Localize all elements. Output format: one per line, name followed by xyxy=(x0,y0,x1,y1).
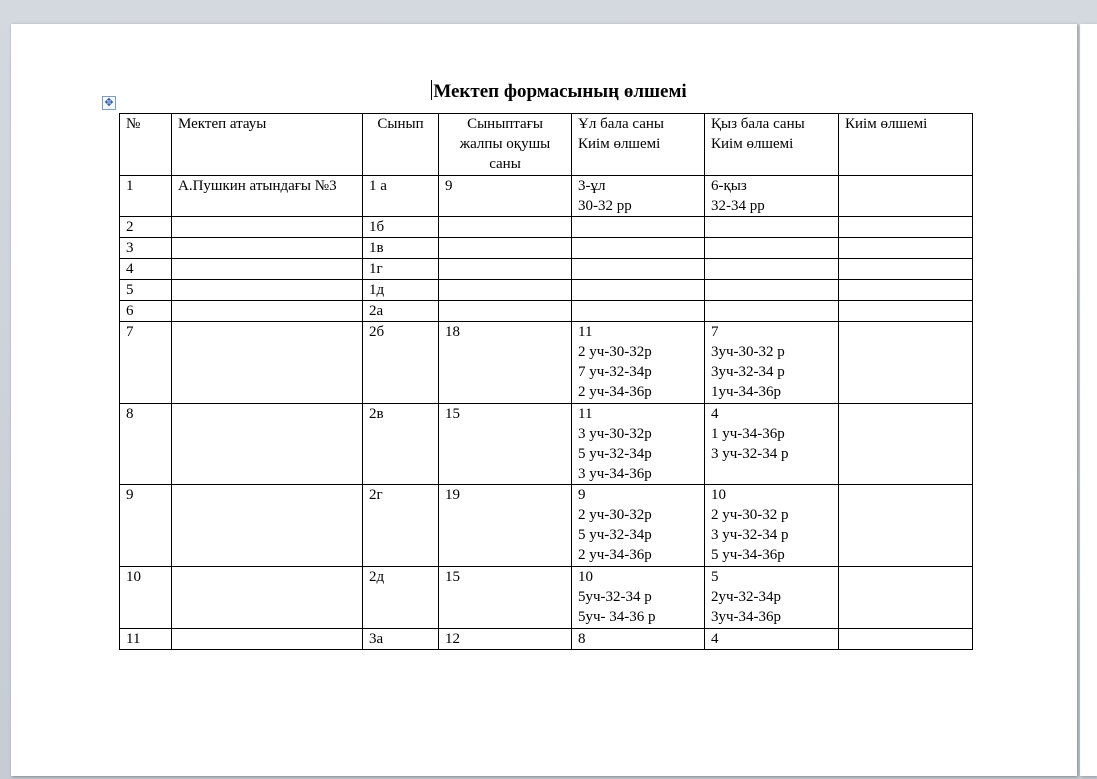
cell-girls[interactable] xyxy=(705,322,839,404)
cell-boys-line: 11 xyxy=(578,324,593,340)
cell-boys[interactable] xyxy=(572,280,705,301)
cell-girls-line: 10 xyxy=(711,487,726,503)
cell-girls[interactable] xyxy=(705,629,839,650)
cell-number[interactable]: 4 xyxy=(120,259,172,280)
header-number: № xyxy=(120,114,172,176)
cell-girls-line: 4 xyxy=(711,631,719,647)
cell-total-students[interactable]: 12 xyxy=(439,629,572,650)
cell-class[interactable]: 2в xyxy=(363,404,439,485)
cell-school-name[interactable] xyxy=(172,280,363,301)
table-row xyxy=(120,259,973,280)
cell-girls[interactable] xyxy=(705,259,839,280)
cell-clothing-size[interactable] xyxy=(839,322,973,404)
cell-total-students[interactable] xyxy=(439,217,572,238)
cell-girls[interactable] xyxy=(705,485,839,567)
cell-boys[interactable] xyxy=(572,485,705,567)
cell-boys-line: 30-32 рр xyxy=(578,198,632,214)
table-row xyxy=(120,301,973,322)
cell-boys[interactable] xyxy=(572,238,705,259)
cell-boys-line: 8 xyxy=(578,631,586,647)
cell-girls-line: 3уч-32-34 р xyxy=(711,364,785,380)
header-boys: Ұл бала саны Киім өлшемі xyxy=(572,114,705,176)
uniform-size-table[interactable] xyxy=(119,113,973,650)
cell-class[interactable]: 1 а xyxy=(363,176,439,217)
cell-class[interactable]: 2д xyxy=(363,567,439,629)
table-move-handle-icon[interactable]: ✥ xyxy=(102,96,116,110)
cell-number[interactable]: 8 xyxy=(120,404,172,485)
cell-boys[interactable] xyxy=(572,322,705,404)
cell-number[interactable]: 11 xyxy=(120,629,172,650)
next-page-edge xyxy=(1080,24,1097,776)
cell-total-students[interactable]: 9 xyxy=(439,176,572,217)
cell-class[interactable]: 1б xyxy=(363,217,439,238)
cell-clothing-size[interactable] xyxy=(839,217,973,238)
cell-boys[interactable] xyxy=(572,404,705,485)
cell-girls-line: 5 уч-34-36р xyxy=(711,547,785,563)
cell-school-name[interactable] xyxy=(172,301,363,322)
cell-boys[interactable] xyxy=(572,301,705,322)
table-row xyxy=(120,280,973,301)
cell-total-students[interactable]: 18 xyxy=(439,322,572,404)
cell-school-name[interactable] xyxy=(172,629,363,650)
cell-total-students[interactable] xyxy=(439,238,572,259)
cell-class[interactable]: 1в xyxy=(363,238,439,259)
cell-girls[interactable] xyxy=(705,280,839,301)
cell-girls-line: 7 xyxy=(711,324,719,340)
cell-class[interactable]: 3а xyxy=(363,629,439,650)
cell-number[interactable]: 6 xyxy=(120,301,172,322)
cell-class[interactable]: 2а xyxy=(363,301,439,322)
cell-boys-line: 2 уч-34-36р xyxy=(578,547,652,563)
table-header-row xyxy=(120,114,973,176)
table-row xyxy=(120,629,973,650)
cell-class[interactable]: 2г xyxy=(363,485,439,567)
cell-class[interactable]: 1д xyxy=(363,280,439,301)
cell-number[interactable]: 5 xyxy=(120,280,172,301)
cell-boys-line: 5 уч-32-34р xyxy=(578,527,652,543)
cell-boys-line: 2 уч-34-36р xyxy=(578,384,652,400)
title-text: Мектеп формасының өлшемі xyxy=(433,81,687,102)
cell-total-students[interactable] xyxy=(439,301,572,322)
cell-girls[interactable] xyxy=(705,176,839,217)
cell-boys-line: 5уч- 34-36 р xyxy=(578,609,656,625)
header-clothing-size: Киім өлшемі xyxy=(839,114,973,176)
cell-boys[interactable] xyxy=(572,567,705,629)
cell-boys-line: 3-ұл xyxy=(578,178,606,194)
cell-girls[interactable] xyxy=(705,404,839,485)
cell-boys-line: 5уч-32-34 р xyxy=(578,589,652,605)
header-class: Сынып xyxy=(363,114,439,176)
cell-school-name[interactable] xyxy=(172,567,363,629)
cell-girls-line: 4 xyxy=(711,406,719,422)
cell-total-students[interactable] xyxy=(439,280,572,301)
cell-clothing-size[interactable] xyxy=(839,629,973,650)
cell-girls-line: 3 уч-32-34 р xyxy=(711,527,789,543)
cell-clothing-size[interactable] xyxy=(839,259,973,280)
cell-girls-line: 3уч-30-32 р xyxy=(711,344,785,360)
cell-clothing-size[interactable] xyxy=(839,404,973,485)
cell-number[interactable]: 2 xyxy=(120,217,172,238)
header-school-name: Мектеп атауы xyxy=(172,114,363,176)
cell-girls[interactable] xyxy=(705,238,839,259)
cell-girls-line: 2уч-32-34р xyxy=(711,589,782,605)
cell-clothing-size[interactable] xyxy=(839,280,973,301)
cell-girls[interactable] xyxy=(705,567,839,629)
cell-total-students[interactable] xyxy=(439,259,572,280)
cell-girls-line: 32-34 рр xyxy=(711,198,765,214)
cell-boys[interactable] xyxy=(572,259,705,280)
cell-total-students[interactable]: 15 xyxy=(439,404,572,485)
table-row xyxy=(120,322,973,404)
cell-girls-line: 6-қыз xyxy=(711,178,747,194)
table-row xyxy=(120,404,973,485)
cell-number[interactable]: 1 xyxy=(120,176,172,217)
cell-clothing-size[interactable] xyxy=(839,301,973,322)
document-page[interactable] xyxy=(11,24,1077,776)
table-row xyxy=(120,485,973,567)
cell-boys-line: 7 уч-32-34р xyxy=(578,364,652,380)
cell-number[interactable]: 10 xyxy=(120,567,172,629)
cell-boys-line: 10 xyxy=(578,569,593,585)
cell-total-students[interactable]: 19 xyxy=(439,485,572,567)
cell-girls-line: 1уч-34-36р xyxy=(711,384,782,400)
header-total-students: Сыныптағы жалпы оқушы саны xyxy=(439,114,572,176)
cell-girls[interactable] xyxy=(705,217,839,238)
cell-number[interactable]: 9 xyxy=(120,485,172,567)
cell-school-name[interactable]: А.Пушкин атындағы №3 xyxy=(172,176,363,217)
cell-girls-line: 2 уч-30-32 р xyxy=(711,507,789,523)
cell-boys-line: 3 уч-30-32р xyxy=(578,426,652,442)
cell-boys-line: 2 уч-30-32р xyxy=(578,507,652,523)
cell-clothing-size[interactable] xyxy=(839,176,973,217)
cell-boys-line: 3 уч-34-36р xyxy=(578,466,652,482)
cell-boys-line: 5 уч-32-34р xyxy=(578,446,652,462)
cell-total-students[interactable]: 15 xyxy=(439,567,572,629)
cell-clothing-size[interactable] xyxy=(839,485,973,567)
cell-boys[interactable] xyxy=(572,176,705,217)
table-row xyxy=(120,567,973,629)
cell-boys-line: 9 xyxy=(578,487,586,503)
cell-boys[interactable] xyxy=(572,217,705,238)
cell-girls-line: 1 уч-34-36р xyxy=(711,426,785,442)
table-row xyxy=(120,217,973,238)
cell-boys[interactable] xyxy=(572,629,705,650)
cell-number[interactable]: 3 xyxy=(120,238,172,259)
cell-girls-line: 5 xyxy=(711,569,719,585)
cell-clothing-size[interactable] xyxy=(839,567,973,629)
cell-boys-line: 2 уч-30-32р xyxy=(578,344,652,360)
cell-girls-line: 3уч-34-36р xyxy=(711,609,782,625)
cell-boys-line: 11 xyxy=(578,406,593,422)
cell-girls-line: 3 уч-32-34 р xyxy=(711,446,789,462)
cell-school-name[interactable] xyxy=(172,485,363,567)
cell-number[interactable]: 7 xyxy=(120,322,172,404)
table-row xyxy=(120,238,973,259)
cell-clothing-size[interactable] xyxy=(839,238,973,259)
cell-class[interactable]: 2б xyxy=(363,322,439,404)
cell-school-name[interactable] xyxy=(172,404,363,485)
cell-school-name[interactable] xyxy=(172,217,363,238)
header-girls: Қыз бала саны Киім өлшемі xyxy=(705,114,839,176)
cell-girls[interactable] xyxy=(705,301,839,322)
page-title[interactable] xyxy=(11,80,1077,103)
cell-school-name[interactable] xyxy=(172,322,363,404)
table-row xyxy=(120,176,973,217)
cell-school-name[interactable] xyxy=(172,238,363,259)
cell-school-name[interactable] xyxy=(172,259,363,280)
cell-class[interactable]: 1г xyxy=(363,259,439,280)
